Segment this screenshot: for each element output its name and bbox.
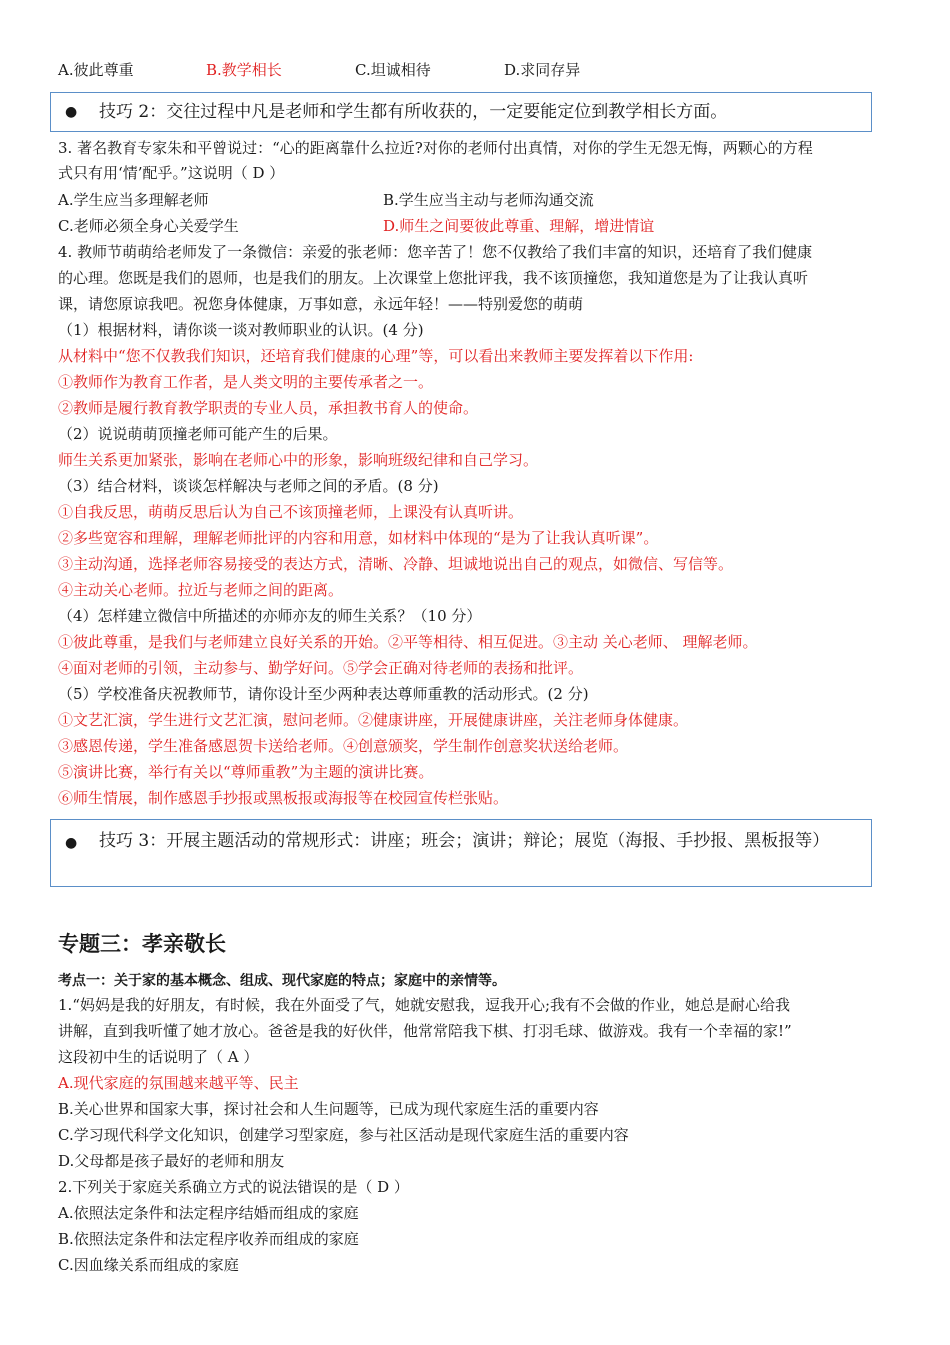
q3-option-d-answer: D.师生之间要彼此尊重、理解，增进情谊	[383, 217, 655, 235]
bullet-icon: ●	[65, 104, 78, 120]
q3-stem-line-1: 3. 著名教育专家朱和平曾说过：“心的距离靠什么拉近?对你的老师付出真情，对你的学生无怨无悔，两颗心的方程	[58, 139, 813, 157]
q2-option-a: A.彼此尊重	[58, 61, 134, 79]
q4-sub4-question: （4）怎样建立微信中所描述的亦师亦友的师生关系？（10 分）	[58, 607, 482, 625]
q4-sub5-answer-3: ⑤演讲比赛，举行有关以“尊师重教”为主题的演讲比赛。	[58, 763, 434, 781]
bullet-icon: ●	[65, 835, 78, 851]
q4-sub5-answer-1: ①文艺汇演，学生进行文艺汇演，慰问老师。②健康讲座，开展健康讲座，关注老师身体健康。	[58, 711, 689, 729]
t3-q2-stem: 2.下列关于家庭关系确立方式的说法错误的是（ D ）	[58, 1178, 409, 1196]
q2-option-b-answer: B.教学相长	[206, 61, 282, 79]
q4-sub4-answer-1: ①彼此尊重，是我们与老师建立良好关系的开始。②平等相待、相互促进。③主动 关心老师、 理解老师。	[58, 633, 758, 651]
q4-stem-line-3: 课，请您原谅我吧。祝您身体健康，万事如意，永远年轻！——特别爱您的萌萌	[58, 295, 584, 313]
q4-sub3-answer-2: ②多些宽容和理解，理解老师批评的内容和用意，如材料中体现的“是为了让我认真听课”。	[58, 529, 659, 547]
q4-stem-line-2: 的心理。您既是我们的恩师，也是我们的朋友。上次课堂上您批评我，我不该顶撞您，我知道您是为了让我认真听	[58, 269, 809, 287]
t3-q1-option-c: C.学习现代科学文化知识，创建学习型家庭，参与社区活动是现代家庭生活的重要内容	[58, 1126, 629, 1144]
q3-option-b: B.学生应当主动与老师沟通交流	[383, 191, 594, 209]
section-title: 专题三：孝亲敬长	[58, 932, 226, 956]
q4-sub5-question: （5）学校准备庆祝教师节，请你设计至少两种表达尊师重教的活动形式。(2 分)	[58, 685, 589, 703]
q4-sub2-answer-1: 师生关系更加紧张，影响在老师心中的形象，影响班级纪律和自己学习。	[58, 451, 539, 469]
q4-sub3-question: （3）结合材料，谈谈怎样解决与老师之间的矛盾。(8 分)	[58, 477, 439, 495]
t3-q1-stem-line-2: 讲解，直到我听懂了她才放心。爸爸是我的好伙伴，他常常陪我下棋、打羽毛球、做游戏。我有一个幸福的家!”	[58, 1022, 792, 1040]
t3-q1-stem-line-1: 1.“妈妈是我的好朋友，有时候，我在外面受了气，她就安慰我，逗我开心;我有不会做的作业，她总是耐心给我	[58, 996, 791, 1014]
q2-option-d: D.求同存异	[504, 61, 581, 79]
q4-sub5-answer-4: ⑥师生情展，制作感恩手抄报或黑板报或海报等在校园宣传栏张贴。	[58, 789, 509, 807]
t3-q1-option-a-answer: A.现代家庭的氛围越来越平等、民主	[58, 1074, 299, 1092]
t3-q2-option-a: A.依照法定条件和法定程序结婚而组成的家庭	[58, 1204, 359, 1222]
t3-q1-option-d: D.父母都是孩子最好的老师和朋友	[58, 1152, 285, 1170]
t3-q1-stem-line-3: 这段初中生的话说明了（ A ）	[58, 1048, 259, 1066]
tip-box-2	[50, 92, 872, 132]
q4-stem-line-1: 4. 教师节萌萌给老师发了一条微信：亲爱的张老师：您辛苦了！您不仅教给了我们丰富的知识，还培育了我们健康	[58, 243, 813, 261]
q4-sub4-answer-2: ④面对老师的引领，主动参与、勤学好问。⑤学会正确对待老师的表扬和批评。	[58, 659, 584, 677]
q4-sub1-answer-3: ②教师是履行教育教学职责的专业人员，承担教书育人的使命。	[58, 399, 479, 417]
tip-box-3	[50, 819, 872, 887]
tip-3-text: 技巧 3：开展主题活动的常规形式：讲座；班会；演讲；辩论；展览（海报、手抄报、黑板报等）	[99, 831, 830, 851]
q3-stem-line-2: 式只有用‘情’配乎。”这说明（ D ）	[58, 164, 285, 182]
q3-option-a: A.学生应当多理解老师	[58, 191, 209, 209]
q4-sub5-answer-2: ③感恩传递，学生准备感恩贺卡送给老师。④创意颁奖，学生制作创意奖状送给老师。	[58, 737, 629, 755]
q2-option-c: C.坦诚相待	[355, 61, 431, 79]
q4-sub1-answer-1: 从材料中“您不仅教我们知识，还培育我们健康的心理”等，可以看出来教师主要发挥着以下作用:	[58, 347, 694, 365]
t3-q2-option-c: C.因血缘关系而组成的家庭	[58, 1256, 239, 1274]
t3-q1-option-b: B.关心世界和国家大事，探讨社会和人生问题等，已成为现代家庭生活的重要内容	[58, 1100, 599, 1118]
key-point-heading: 考点一：关于家的基本概念、组成、现代家庭的特点；家庭中的亲情等。	[58, 973, 506, 989]
tip-2-text: 技巧 2：交往过程中凡是老师和学生都有所收获的，一定要能定位到教学相长方面。	[99, 102, 728, 122]
q4-sub1-answer-2: ①教师作为教育工作者，是人类文明的主要传承者之一。	[58, 373, 434, 391]
q4-sub3-answer-1: ①自我反思，萌萌反思后认为自己不该顶撞老师，上课没有认真听讲。	[58, 503, 524, 521]
q4-sub3-answer-4: ④主动关心老师。拉近与老师之间的距离。	[58, 581, 344, 599]
q4-sub1-question: （1）根据材料，请你谈一谈对教师职业的认识。(4 分)	[58, 321, 424, 339]
q4-sub3-answer-3: ③主动沟通，选择老师容易接受的表达方式，清晰、冷静、坦诚地说出自己的观点，如微信、写信等。	[58, 555, 734, 573]
q4-sub2-question: （2）说说萌萌顶撞老师可能产生的后果。	[58, 425, 338, 443]
t3-q2-option-b: B.依照法定条件和法定程序收养而组成的家庭	[58, 1230, 359, 1248]
q3-option-c: C.老师必须全身心关爱学生	[58, 217, 239, 235]
